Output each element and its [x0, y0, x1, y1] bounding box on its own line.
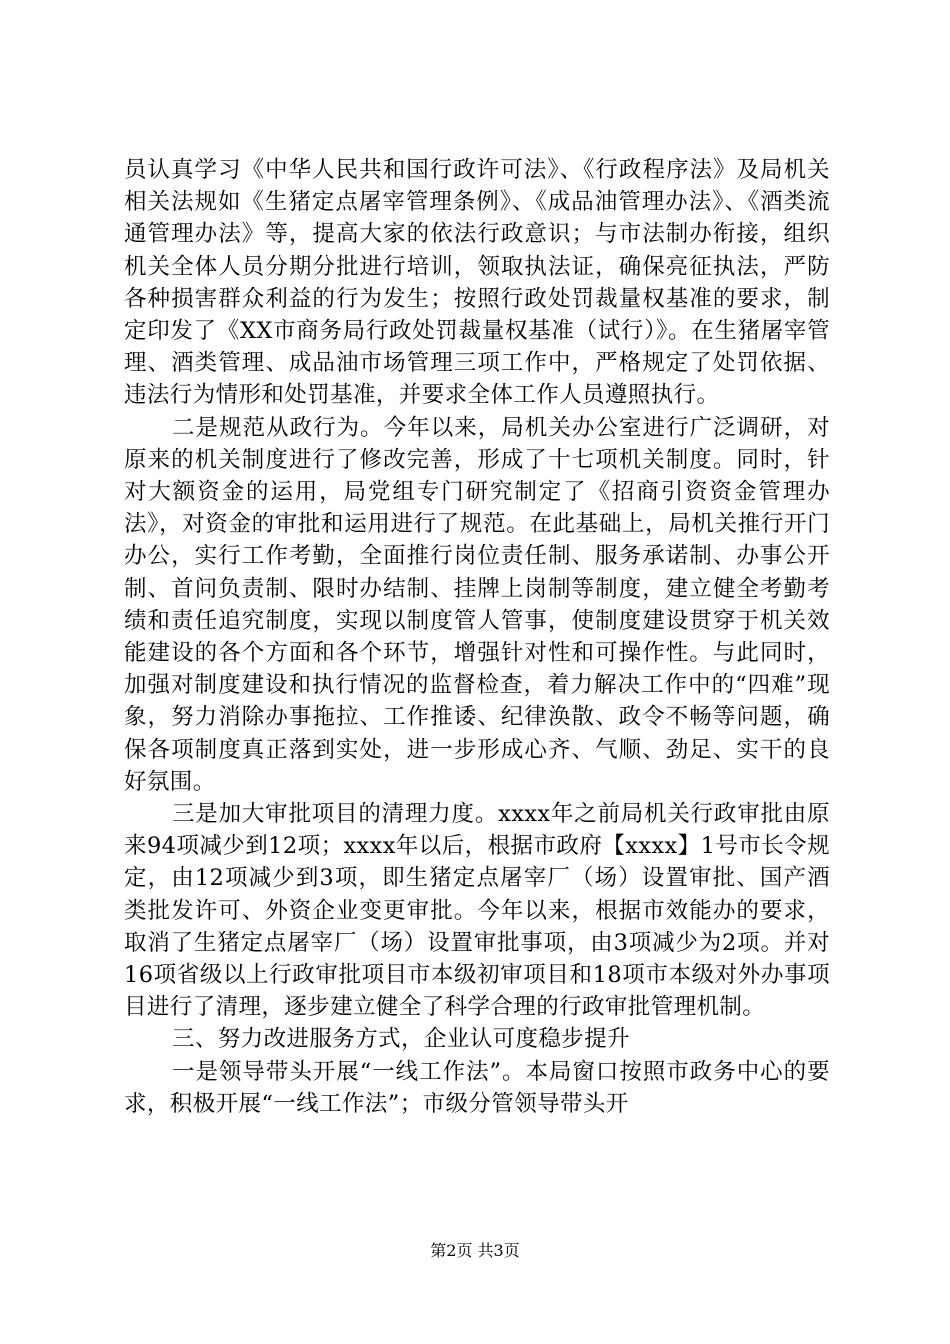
section-heading-3: 三、努力改进服务方式，企业认可度稳步提升	[172, 1026, 631, 1053]
paragraph-1: 员认真学习《中华人民共和国行政许可法》、《行政程序法》及局机关相关法规如《生猪定点屠宰管理条例》、《成品油管理办法》、《酒类流通管理办法》等，提高大家的依法行政意识；与市法制办衔接，组织机关全体人员分期分批进行培训，领取执法证，确保亮征执法，严防各种损害群众利益的行为发生；按照行政处罚裁量权基准的要求，制定印发了《XX市商务局行政处罚裁量权基准（试行）》。在生猪屠宰管理、酒类管理、成品油市场管理三项工作中，严格规定了处罚依据、违法行为情形和处罚基准，并要求全体工作人员遵照执行。	[124, 157, 830, 409]
paragraph-2: 二是规范从政行为。今年以来，局机关办公室进行广泛调研，对原来的机关制度进行了修改完善，形成了十七项机关制度。同时，针对大额资金的运用，局党组专门研究制定了《招商引资资金管理办法》，对资金的审批和运用进行了规范。在此基础上，局机关推行开门办公，实行工作考勤，全面推行岗位责任制、服务承诺制、办事公开制、首问负责制、限时办结制、挂牌上岗制等制度，建立健全考勤考绩和责任追究制度，实现以制度管人管事，使制度建设贯穿于机关效能建设的各个方面和各个环节，增强针对性和可操作性。与此同时，加强对制度建设和执行情况的监督检查，着力解决工作中的“四难”现象，努力消除办事拖拉、工作推诿、纪律涣散、政令不畅等问题，确保各项制度真正落到实处，进一步形成心齐、气顺、劲足、实干的良好氛围。	[124, 414, 830, 795]
page-footer: 第2页 共3页	[430, 1241, 520, 1260]
paragraph-4: 一是领导带头开展“一线工作法”。本局窗口按照市政务中心的要求，积极开展“一线工作法”；市级分管领导带头开	[124, 1058, 830, 1117]
paragraph-3: 三是加大审批项目的清理力度。xxxx年之前局机关行政审批由原来94项减少到12项；xxxx年以后，根据市政府【xxxx】1号市长令规定，由12项减少到3项，即生猪定点屠宰厂（场）设置审批、国产酒类批发许可、外资企业变更审批。今年以来，根据市效能办的要求，取消了生猪定点屠宰厂（场）设置审批事项，由3项减少为2项。并对16项省级以上行政审批项目市本级初审项目和18项市本级对外办事项目进行了清理，逐步建立健全了科学合理的行政审批管理机制。	[124, 801, 830, 1021]
document-body	[124, 154, 830, 1120]
